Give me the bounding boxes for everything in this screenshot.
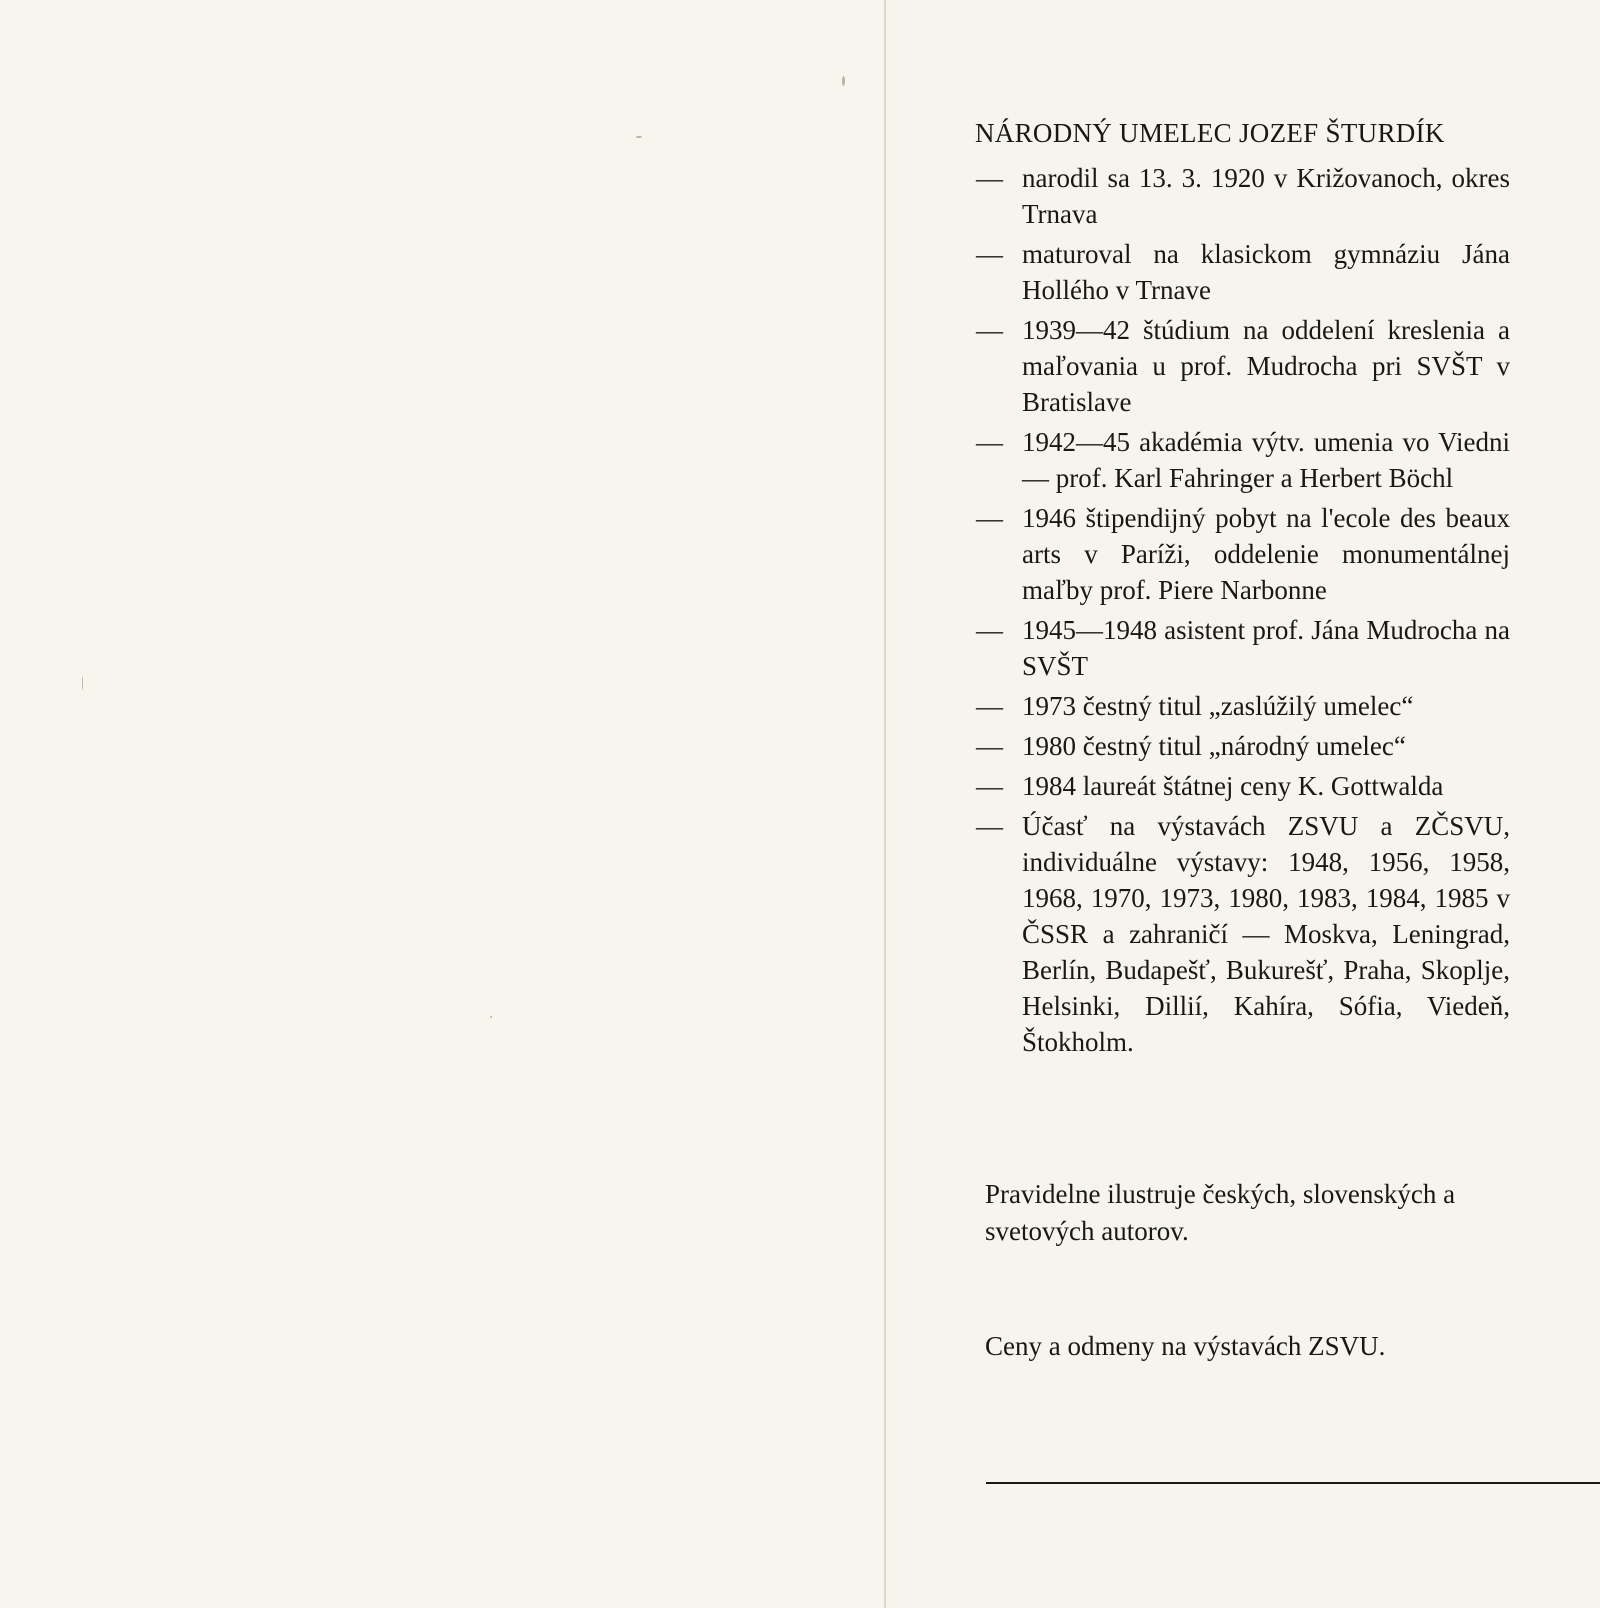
- bio-text: 1980 čestný titul „národný umelec“: [1022, 731, 1406, 761]
- bio-text: 1942—45 akadémia výtv. umenia vo Viedni — prof. Karl Fahringer a Herbert Böchl: [1022, 427, 1510, 493]
- artist-heading: NÁRODNÝ UMELEC JOZEF ŠTURDÍK: [975, 118, 1445, 148]
- awards-note: Ceny a odmeny na výstavách ZSVU.: [985, 1331, 1386, 1361]
- bio-item-merited-artist: [976, 688, 1510, 724]
- biography-list: [976, 160, 1510, 1064]
- paper-speck: [82, 676, 83, 690]
- dash-marker: —: [976, 771, 1003, 801]
- bio-item-assistant: [976, 612, 1510, 684]
- horizontal-rule: [986, 1482, 1600, 1484]
- dash-marker: —: [976, 615, 1003, 645]
- bio-item-birth: [976, 160, 1510, 232]
- bio-text: 1946 štipendijný pobyt na l'ecole des beaux arts v Paríži, oddelenie monumentálnej maľby prof. Piere Narbonne: [1022, 503, 1510, 605]
- bio-item-vienna-academy: [976, 424, 1510, 496]
- bio-item-exhibitions: [976, 808, 1510, 1060]
- bio-text: 1939—42 štúdium na oddelení kreslenia a maľovania u prof. Mudrocha pri SVŠT v Bratislave: [1022, 315, 1510, 417]
- illustration-note: Pravidelne ilustruje českých, slovenských a svetových autorov.: [985, 1179, 1456, 1246]
- bio-text: 1984 laureát štátnej ceny K. Gottwalda: [1022, 771, 1444, 801]
- bio-item-national-artist: [976, 728, 1510, 764]
- paper-speck: [636, 136, 642, 138]
- dash-marker: —: [976, 163, 1003, 193]
- bio-item-gymnasium: [976, 236, 1510, 308]
- bio-text: 1945—1948 asistent prof. Jána Mudrocha na SVŠT: [1022, 615, 1510, 681]
- dash-marker: —: [976, 811, 1003, 841]
- dash-marker: —: [976, 503, 1003, 533]
- dash-marker: —: [976, 691, 1003, 721]
- bio-item-svst-study: [976, 312, 1510, 420]
- bio-text: maturoval na klasickom gymnáziu Jána Hollého v Trnave: [1022, 239, 1510, 305]
- bio-text: narodil sa 13. 3. 1920 v Križovanoch, okres Trnava: [1022, 163, 1510, 229]
- dash-marker: —: [976, 239, 1003, 269]
- paper-speck: [842, 76, 845, 86]
- dash-marker: —: [976, 731, 1003, 761]
- bio-text: Účasť na výstavách ZSVU a ZČSVU, individuálne výstavy: 1948, 1956, 1958, 1968, 1970, 1973, 1980, 1983, 1984, 1985 v ČSSR a zahraničí — Moskva, Leningrad, Berlín, Budapešť, Bukurešť, Praha, Skoplje, Helsinki, Dillií, Kahíra, Sófia, Viedeň, Štokholm.: [1022, 811, 1510, 1057]
- dash-marker: —: [976, 427, 1003, 457]
- bio-item-state-prize: [976, 768, 1510, 804]
- paper-speck: [490, 1016, 492, 1018]
- bio-item-paris-stay: [976, 500, 1510, 608]
- bio-text: 1973 čestný titul „zaslúžilý umelec“: [1022, 691, 1414, 721]
- dash-marker: —: [976, 315, 1003, 345]
